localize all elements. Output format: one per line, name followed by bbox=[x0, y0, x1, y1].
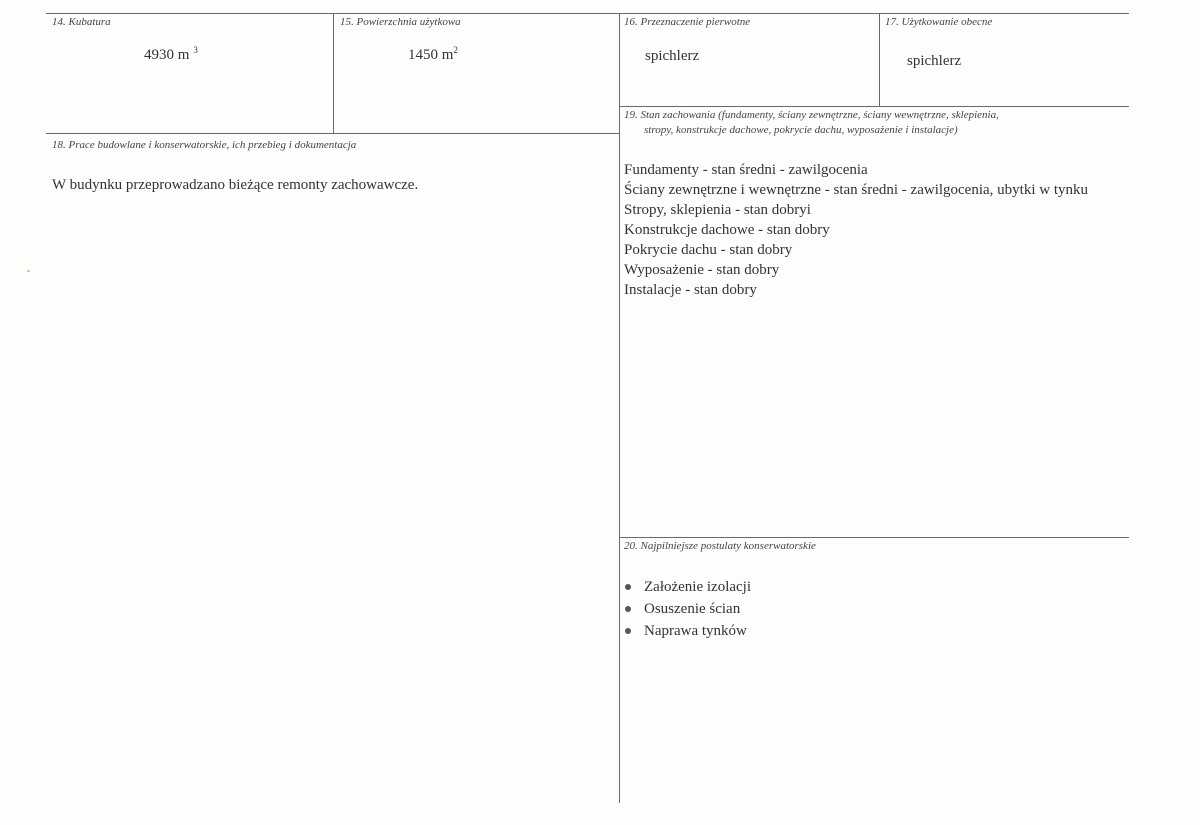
bullet-icon bbox=[625, 628, 631, 634]
scan-speck bbox=[27, 270, 30, 272]
stan-item: Stropy, sklepienia - stan dobryi bbox=[624, 202, 811, 218]
powierzchnia-exponent: 2 bbox=[453, 45, 458, 55]
row-divider-right bbox=[619, 106, 1129, 107]
prace-value: W budynku przeprowadzano bieżące remonty zachowawcze. bbox=[52, 177, 419, 193]
postulat-item bbox=[624, 620, 751, 642]
postulat-text: Naprawa tynków bbox=[644, 623, 747, 639]
divider-14-15 bbox=[333, 13, 334, 133]
row-divider-left bbox=[46, 133, 619, 134]
postulat-text: Założenie izolacji bbox=[644, 579, 752, 595]
przeznaczenie-value: spichlerz bbox=[645, 48, 700, 64]
stan-item: Instalacje - stan dobry bbox=[624, 282, 757, 298]
postulaty-list bbox=[624, 576, 751, 642]
prace-label: 18. Prace budowlane i konserwatorskie, ich przebieg i dokumentacja bbox=[52, 139, 357, 151]
stan-label-line2: stropy, konstrukcje dachowe, pokrycie dachu, wyposażenie i instalacje) bbox=[644, 124, 958, 136]
stan-item: Pokrycie dachu - stan dobry bbox=[624, 242, 793, 258]
stan-list bbox=[624, 160, 1088, 300]
postulaty-label: 20. Najpilniejsze postulaty konserwatorskie bbox=[624, 540, 816, 552]
uzytkowanie-value: spichlerz bbox=[907, 53, 962, 69]
powierzchnia-value bbox=[408, 47, 458, 64]
powierzchnia-label: 15. Powierzchnia użytkowa bbox=[340, 16, 461, 28]
stan-item: Wyposażenie - stan dobry bbox=[624, 262, 780, 278]
top-border bbox=[46, 13, 1129, 14]
stan-label-line1: 19. Stan zachowania (fundamenty, ściany zewnętrzne, ściany wewnętrzne, sklepienia, bbox=[624, 109, 999, 121]
postulat-item bbox=[624, 576, 751, 598]
bullet-icon bbox=[625, 606, 631, 612]
divider-16-17 bbox=[879, 13, 880, 106]
divider-19-20 bbox=[619, 537, 1129, 538]
kubatura-label: 14. Kubatura bbox=[52, 16, 111, 28]
postulat-item bbox=[624, 598, 751, 620]
stan-item: Konstrukcje dachowe - stan dobry bbox=[624, 222, 830, 238]
postulat-text: Osuszenie ścian bbox=[644, 601, 741, 617]
przeznaczenie-label: 16. Przeznaczenie pierwotne bbox=[624, 16, 751, 28]
powierzchnia-number: 1450 m bbox=[408, 47, 454, 63]
bullet-icon bbox=[625, 584, 631, 590]
kubatura-value bbox=[144, 47, 198, 64]
center-divider bbox=[619, 13, 620, 803]
stan-item: Fundamenty - stan średni - zawilgocenia bbox=[624, 162, 868, 178]
kubatura-number: 4930 m bbox=[144, 47, 190, 63]
stan-item: Ściany zewnętrzne i wewnętrzne - stan średni - zawilgocenia, ubytki w tynku bbox=[624, 182, 1089, 198]
uzytkowanie-label: 17. Użytkowanie obecne bbox=[885, 16, 993, 28]
kubatura-exponent: 3 bbox=[193, 45, 198, 55]
